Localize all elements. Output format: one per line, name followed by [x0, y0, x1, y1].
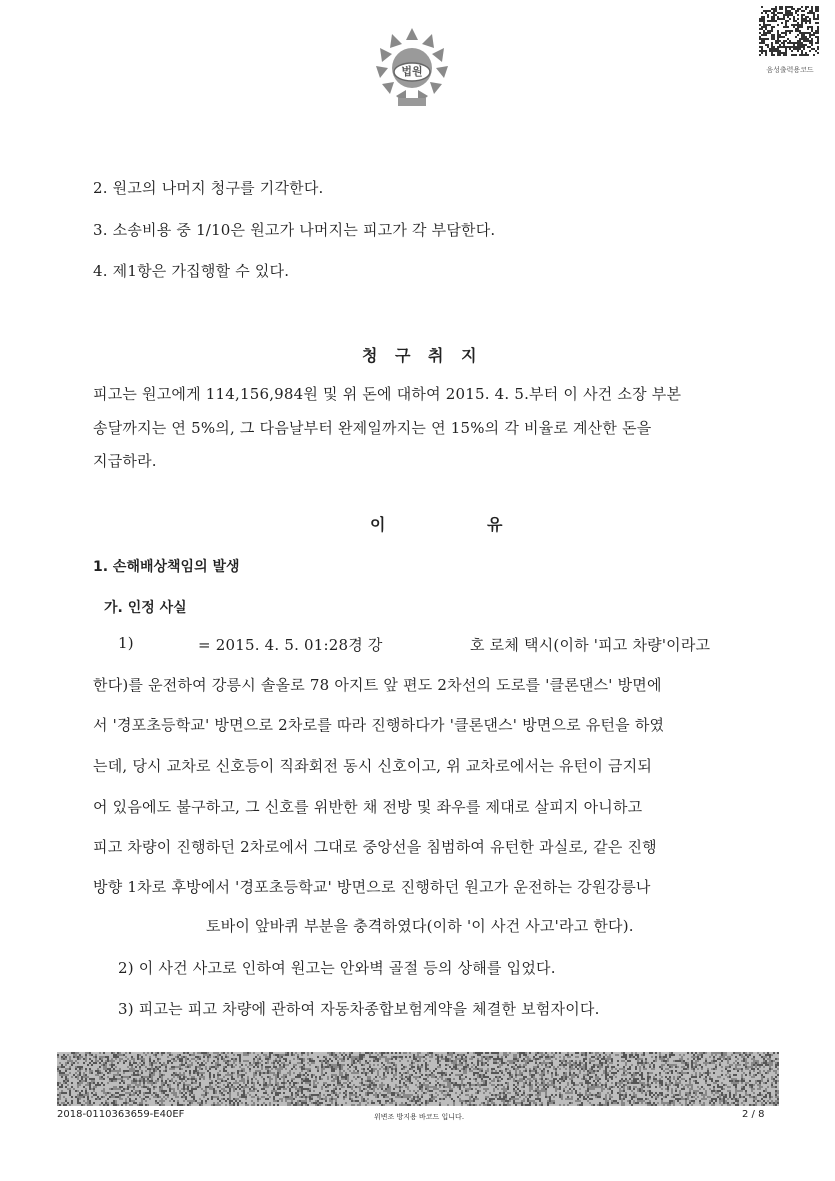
para1-seg2: = 2015. 4. 5. 01:28경 강: [198, 636, 383, 654]
page-number: 2 / 8: [742, 1109, 765, 1120]
seal-text: 법원: [401, 65, 423, 78]
claim-line-2: 송달까지는 연 5%의, 그 다음날부터 완제일까지는 연 15%의 각 비율로 계산한 돈을: [93, 419, 652, 437]
para1-line-4: 어 있음에도 불구하고, 그 신호를 위반한 채 전방 및 좌우를 제대로 살피지 아니하고: [93, 798, 643, 816]
doc-id: 2018-0110363659-E40EF: [57, 1109, 185, 1120]
claim-line-1: 피고는 원고에게 114,156,984원 및 위 돈에 대하여 2015. 4. 5.부터 이 사건 소장 부본: [93, 385, 682, 403]
para1-line-6: 방향 1차로 후방에서 '경포초등학교' 방면으로 진행하던 원고가 운전하는 강원강릉나: [93, 878, 651, 896]
claim-heading: 청 구 취 지: [362, 346, 483, 365]
subsection-title: 가. 인정 사실: [104, 600, 187, 616]
section-title: 1. 손해배상책임의 발생: [93, 559, 240, 575]
judgment-item-3: 3. 소송비용 중 1/10은 원고가 나머지는 피고가 각 부담한다.: [93, 221, 496, 239]
para1-last: 토바이 앞바퀴 부분을 충격하였다(이하 '이 사건 사고'라고 한다).: [206, 917, 634, 935]
para1-line-1: 한다)를 운전하여 강릉시 솔올로 78 아지트 앞 편도 2차선의 도로를 '클론댄스' 방면에: [93, 676, 662, 694]
reasons-heading: 이 유: [370, 515, 551, 534]
judgment-item-4: 4. 제1항은 가집행할 수 있다.: [93, 262, 290, 280]
anti-forgery-barcode: [57, 1052, 779, 1106]
qr-code[interactable]: [759, 6, 819, 56]
qr-caption: 음성출력용코드: [766, 66, 814, 74]
claim-line-3: 지급하라.: [93, 452, 157, 470]
para1-seg1: 1): [118, 634, 134, 652]
para1-seg3: 호 로체 택시(이하 '피고 차량'이라고: [470, 636, 711, 654]
para2: 2) 이 사건 사고로 인하여 원고는 안와벽 골절 등의 상해를 입었다.: [118, 959, 556, 977]
para3: 3) 피고는 피고 차량에 관하여 자동차종합보험계약을 체결한 보험자이다.: [118, 1000, 600, 1018]
para1-line-5: 피고 차량이 진행하던 2차로에서 그대로 중앙선을 침범하여 유턴한 과실로, 같은 진행: [93, 838, 657, 856]
para1-line-3: 는데, 당시 교차로 신호등이 직좌회전 동시 신호이고, 위 교차로에서는 유턴이 금지되: [93, 757, 653, 775]
para1-line-2: 서 '경포초등학교' 방면으로 2차로를 따라 진행하다가 '클론댄스' 방면으로 유턴을 하였: [93, 716, 665, 734]
barcode-notice: 위변조 방지용 바코드 입니다.: [374, 1113, 465, 1121]
judgment-item-2: 2. 원고의 나머지 청구를 기각한다.: [93, 179, 324, 197]
